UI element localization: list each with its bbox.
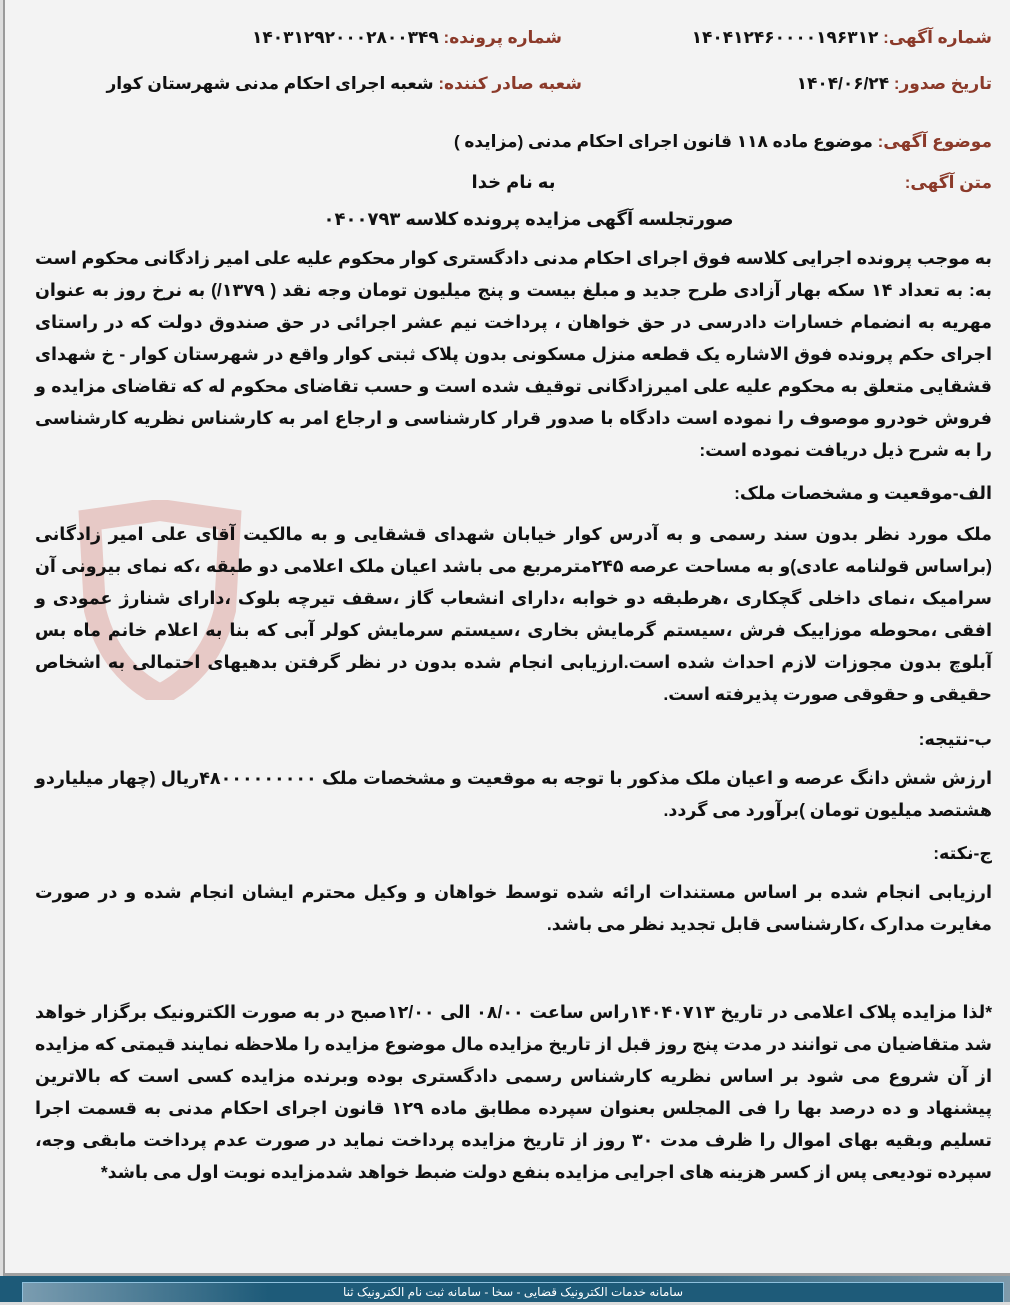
issuer-label: شعبه صادر کننده: — [438, 74, 582, 93]
subject-value: موضوع ماده ۱۱۸ قانون اجرای احکام مدنی (مزایده ) — [454, 132, 873, 151]
section-b-paragraph: ارزش شش دانگ عرصه و اعیان ملک مذکور با توجه به موقعیت و مشخصات ملک ۴۸۰۰۰۰۰۰۰۰۰ریال (چهار میلیاردو هشتصد میلیون تومان )برآورد می گردد. — [35, 768, 992, 820]
ad-number — [562, 28, 992, 48]
header-row-1 — [35, 28, 992, 48]
footer-bar — [0, 1276, 1010, 1302]
ad-number-value: ۱۴۰۴۱۲۴۶۰۰۰۰۱۹۶۳۱۲ — [691, 28, 879, 47]
case-number-label: شماره پرونده: — [443, 28, 562, 47]
section-c-paragraph: ارزیابی انجام شده بر اساس مستندات ارائه شده توسط خواهان و وکیل محترم ایشان انجام شده و در صورت مغایرت مدارک ،کارشناسی قابل تجدید نظر می باشد. — [35, 882, 992, 934]
section-c-heading: ج-نکته: — [933, 843, 992, 863]
intro-paragraph: به موجب پرونده اجرایی کلاسه فوق اجرای احکام مدنی دادگستری کوار محکوم علیه علی امیر زادگانی محکوم است به: به تعداد ۱۴ سکه بهار آزادی طرح جدید و مبلغ بیست و پنج میلیون تومان وجه نقد ( ۱۳۷۹/) به نرخ روز به عنوان مهریه به انضمام خسارات دادرسی در حق خواهان ، پرداخت نیم عشر اجرائی در حق صندوق دولت که در راستای اجرای حکم پرونده فوق الاشاره یک قطعه منزل مسکونی بدون پلاک ثبتی کوار واقع در شهرستان کوار - خ شهدای قشقایی متعلق به محکوم علیه علی امیرزادگانی توقیف شده است و حسب تقاضای محکوم له که تقاضای مزایده و فروش خودرو موصوف را نموده است دادگاه با صدور قرار کارشناسی و ارجاع امر به کارشناس نظریه کارشناسی را به شرح ذیل دریافت نموده است: — [35, 248, 992, 460]
case-number — [252, 28, 562, 48]
issuer-value: شعبه اجرای احکام مدنی شهرستان کوار — [106, 74, 434, 93]
section-b-heading: ب-نتیجه: — [918, 729, 992, 749]
issue-date-label: تاریخ صدور: — [893, 74, 992, 93]
document-panel — [3, 0, 1010, 1276]
issue-date — [582, 74, 992, 94]
footer-links[interactable]: سامانه خدمات الکترونیک قضایی - سخا - سامانه ثبت نام الکترونیک ثنا — [22, 1282, 1004, 1302]
case-number-value: ۱۴۰۳۱۲۹۲۰۰۰۲۸۰۰۳۴۹ — [252, 28, 439, 47]
basmala: به نام خدا — [471, 172, 556, 192]
header-row-2 — [35, 74, 992, 94]
issue-date-value: ۱۴۰۴/۰۶/۲۴ — [796, 74, 890, 93]
auction-notice-paragraph: *لذا مزایده پلاک اعلامی در تاریخ ۱۴۰۴۰۷۱۳راس ساعت ۰۸/۰۰ الی ۱۲/۰۰صبح در به صورت الکترونیک برگزار خواهد شد متقاضیان می توانند در مدت پنج روز قبل از تاریخ مزایده مال موضوع مزایده را ملاحظه نمایند قیمتی که مزایده از آن شروع می شود بر اساس نظریه کارشناس رسمی دادگستری بوده وبرنده مزایده کسی است که بالاترین پیشنهاد و ده درصد بها را فی المجلس بعنوان سپرده مطابق ماده ۱۲۹ قانون اجرای احکام مدنی به قسمت اجرا تسلیم وبقیه بهای اموال را ظرف مدت ۳۰ روز از تاریخ مزایده پرداخت نماید در صورت عدم پرداخت مابقی وجه، سپرده تودیعی پس از کسر هزینه های اجرایی مزایده بنفع دولت ضبط خواهد شدمزایده نوبت اول می باشد* — [35, 1002, 993, 1182]
section-a-heading: الف-موقعیت و مشخصات ملک: — [734, 483, 992, 503]
ad-number-label: شماره آگهی: — [883, 28, 992, 47]
notice-title: صورتجلسه آگهی مزایده پرونده کلاسه ۰۴۰۰۷۹۳ — [323, 209, 734, 229]
notice-content — [35, 28, 992, 1188]
subject-label: موضوع آگهی: — [877, 132, 992, 151]
text-label-row — [35, 172, 992, 193]
text-label: متن آگهی: — [904, 173, 992, 192]
subject — [35, 132, 992, 152]
section-a-paragraph: ملک مورد نظر بدون سند رسمی و به آدرس کوار خیابان شهدای قشقایی و به مالکیت آقای علی امیر زادگانی (براساس قولنامه عادی)و به مساحت عرصه ۲۴۵مترمربع می باشد اعیان ملک اعلامی دو طبقه ،که نمای بیرونی آن سرامیک ،نمای داخلی گچکاری ،هرطبقه دو خوابه ،دارای انشعاب گاز ،سقف تیرچه بلوک ،دارای شنارژ عمودی و افقی ،محوطه موزاییک فرش ،سیستم گرمایش بخاری ،سیستم سرمایش کولر آبی که بنا به اعلام خانم ماه بس آبلوچ بدون مجوزات لازم احداث شده است.ارزیابی انجام شده بدون در نظر گرفتن بدهیهای احتمالی به اشخاص حقیقی و حقوقی صورت پذیرفته است. — [35, 524, 992, 704]
issuer — [106, 74, 582, 94]
